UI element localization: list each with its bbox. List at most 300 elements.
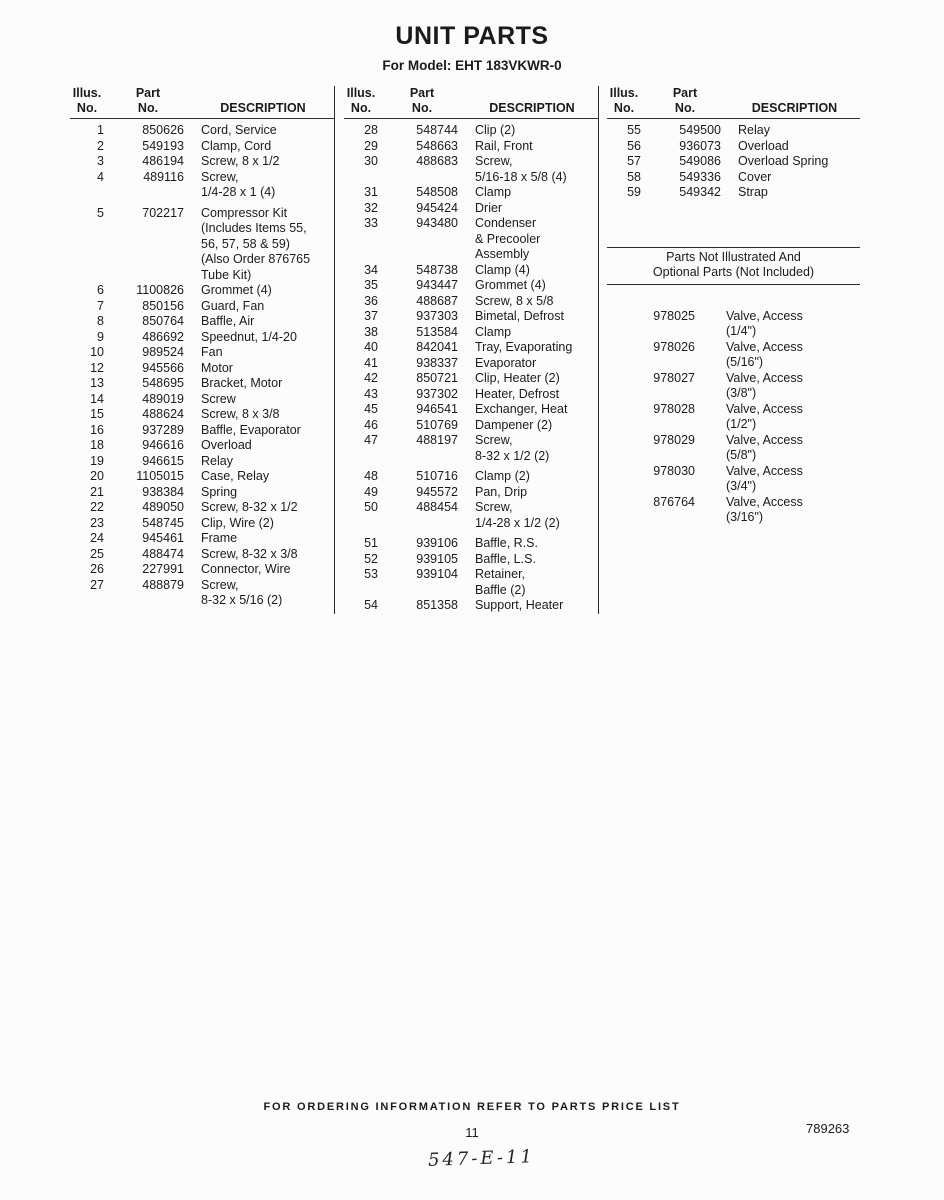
document-number: 789263 [806,1121,850,1136]
part-no-cell: 548744 [416,123,458,137]
description-cell [466,123,598,139]
description-line: Valve, Access [726,463,803,478]
part-no-cell: 488687 [416,293,458,308]
part-no-cell: 978026 [653,339,695,354]
description-line: Case, Relay [201,469,270,483]
description-line: Baffle, L.S. [475,551,536,566]
illus-no-cell: 36 [364,293,378,308]
description-line: Bracket, Motor [201,376,283,390]
part-no-cell: 850626 [142,123,184,137]
description-cell [466,469,598,485]
part-no-cell: 549500 [679,123,721,137]
description-cell [466,356,598,372]
description-cell [466,325,598,341]
illus-no-cell: 31 [364,185,378,199]
table-row [607,309,860,340]
part-no-cell: 946615 [142,453,184,468]
table-row [70,123,334,139]
illus-no-cell: 56 [627,138,641,153]
description-cell [466,309,598,325]
part-no-cell: 549336 [679,169,721,184]
description-cell [466,536,598,552]
table-row [344,340,598,356]
part-header-line1: Part [135,86,161,100]
part-no-cell: 488454 [416,500,458,514]
illus-no-cell: 54 [364,598,378,612]
description-cell [717,340,860,371]
parts-rows [607,119,860,201]
description-cell [192,361,334,377]
description-line: (3/8") [726,386,757,400]
part-no-cell: 548508 [416,185,458,199]
description-cell [466,216,598,263]
table-row [344,123,598,139]
part-no-cell: 978028 [653,401,695,416]
description-line: (3/4") [726,479,757,493]
description-line: Valve, Access [726,370,803,385]
part-no-cell: 945424 [416,200,458,215]
description-cell [192,345,334,361]
description-line: (5/8") [726,448,757,462]
page-number: 11 [465,1125,479,1140]
illus-no-cell: 32 [364,200,378,215]
table-row [70,423,334,439]
description-line: Grommet (4) [201,283,272,297]
table-row [70,170,334,201]
illus-no-cell: 59 [627,185,641,199]
illus-no-cell: 33 [364,216,378,230]
description-cell [466,418,598,434]
not-illustrated-heading-line1: Parts Not Illustrated And [666,249,801,264]
description-line: Valve, Access [726,401,803,416]
description-line: Baffle, Evaporator [201,422,301,437]
illus-no-cell: 24 [90,531,104,545]
column-header [607,86,860,119]
illus-no-cell: 9 [97,329,104,344]
illus-no-cell: 28 [364,123,378,137]
part-no-cell: 943480 [416,216,458,230]
table-row [70,299,334,315]
table-row [344,154,598,185]
description-cell [729,154,860,170]
table-row [344,325,598,341]
optional-parts-rows [607,309,860,526]
part-no-cell: 938384 [142,484,184,499]
description-cell [192,330,334,346]
illus-no-cell: 41 [364,355,378,370]
illus-no-cell: 25 [90,546,104,561]
table-row [70,500,334,516]
table-row [70,392,334,408]
table-row [607,154,860,170]
description-cell [192,438,334,454]
illus-header-line1: Illus. [609,86,639,100]
description-line: Valve, Access [726,432,803,447]
description-line: Screw, 8-32 x 1/2 [201,500,298,514]
illus-no-cell: 10 [90,345,104,359]
part-no-cell: 946541 [416,402,458,416]
description-line: Overload [738,138,789,153]
part-no-cell: 1105015 [136,469,184,483]
table-row [607,170,860,186]
part-no-cell: 548738 [416,262,458,277]
description-line: Screw, 8 x 5/8 [475,293,554,308]
table-row [344,139,598,155]
part-no-cell: 945461 [142,531,184,545]
table-row [70,314,334,330]
part-no-cell: 978029 [653,432,695,447]
description-cell [729,170,860,186]
illus-no-cell: 30 [364,154,378,168]
description-cell [192,485,334,501]
description-line: Dampener (2) [475,417,553,432]
description-cell [192,299,334,315]
description-line: Screw, [201,577,239,592]
description-cell [192,314,334,330]
handwritten-note: 547-E-11 [427,1146,536,1171]
part-no-cell: 486194 [142,154,184,168]
description-cell [192,206,334,284]
description-line: Overload Spring [738,154,829,168]
part-no-cell: 936073 [679,138,721,153]
part-no-cell: 850721 [416,371,458,385]
part-no-cell: 489050 [142,500,184,514]
part-no-cell: 549342 [679,185,721,199]
illus-no-cell: 5 [97,205,104,220]
description-cell [466,500,598,531]
description-line: Pan, Drip [475,484,528,499]
description-line: Exchanger, Heat [475,402,568,416]
illus-no-cell: 14 [90,391,104,406]
table-row [70,531,334,547]
parts-column-2 [334,86,598,614]
description-line: Screw, [475,154,513,168]
table-row [344,485,598,501]
illus-no-cell: 6 [97,283,104,297]
table-row [70,485,334,501]
illus-header-line2: No. [613,101,635,115]
table-row [70,330,334,346]
part-header-line2: No. [137,101,159,115]
description-cell [466,567,598,598]
description-line: Cord, Service [201,123,277,137]
illus-no-cell: 27 [90,577,104,592]
illus-no-cell: 45 [364,402,378,416]
description-line: Spring [201,484,238,499]
illus-no-cell: 43 [364,386,378,401]
description-cell [192,407,334,423]
table-row [70,139,334,155]
illus-no-cell: 8 [97,314,104,328]
description-cell [192,578,334,609]
illus-no-cell: 2 [97,138,104,153]
illus-no-cell: 26 [90,562,104,576]
table-row [344,201,598,217]
part-no-cell: 489019 [142,391,184,406]
description-line: Baffle, Air [201,314,255,328]
table-row [344,356,598,372]
description-line: Clamp (2) [475,469,530,483]
description-line: Cover [738,169,772,184]
part-no-cell: 488683 [416,154,458,168]
description-line: Evaporator [475,355,537,370]
part-no-cell: 850764 [142,314,184,328]
description-line: Screw [201,391,236,406]
description-line: Guard, Fan [201,298,265,313]
description-cell [466,154,598,185]
illus-no-cell: 29 [364,138,378,153]
table-row [70,206,334,284]
part-no-cell: 488474 [142,546,184,561]
table-row [607,185,860,201]
part-no-cell: 937289 [142,422,184,437]
table-row [607,123,860,139]
table-row [70,407,334,423]
description-cell [192,139,334,155]
description-header: DESCRIPTION [489,101,575,115]
description-line: Clip (2) [475,123,516,137]
description-cell [717,433,860,464]
part-no-cell: 937303 [416,309,458,323]
description-cell [717,371,860,402]
illus-no-cell: 49 [364,484,378,499]
description-line: Valve, Access [726,494,803,509]
table-row [344,567,598,598]
description-cell [466,433,598,464]
table-row [70,345,334,361]
part-no-cell: 946616 [142,438,184,452]
description-cell [466,485,598,501]
description-cell [192,469,334,485]
table-row [344,371,598,387]
description-cell [466,340,598,356]
illus-no-cell: 58 [627,169,641,184]
description-line: Heater, Defrost [475,386,560,401]
part-no-cell: 488624 [142,407,184,421]
description-line: Frame [201,531,238,545]
description-cell [466,402,598,418]
description-line: 1/4-28 x 1 (4) [201,185,276,199]
illus-no-cell: 4 [97,169,104,184]
table-row [607,402,860,433]
description-line: Clip, Wire (2) [201,515,274,530]
parts-table [70,86,865,614]
description-line: Screw, [201,169,239,184]
description-cell [466,552,598,568]
description-header: DESCRIPTION [220,101,306,115]
description-line: Tube Kit) [201,267,252,282]
illus-no-header [70,86,104,116]
description-header: DESCRIPTION [751,101,838,115]
description-cell [466,201,598,217]
description-line: Screw, 8-32 x 3/8 [201,546,298,561]
illus-no-header [344,86,378,116]
ordering-note: FOR ORDERING INFORMATION REFER TO PARTS PRICE LIST [263,1101,681,1113]
column-header [70,86,334,119]
page-title: UNIT PARTS [395,22,549,50]
description-line: Motor [201,360,233,375]
description-line: Fan [201,345,223,359]
table-row [70,454,334,470]
table-row [70,438,334,454]
description-cell [717,309,860,340]
table-row [70,469,334,485]
part-no-cell: 989524 [142,345,184,359]
illus-no-cell: 15 [90,407,104,421]
illus-no-cell: 53 [364,567,378,581]
part-no-cell: 549086 [679,154,721,168]
description-line: Clamp, Cord [201,138,272,153]
illus-no-cell: 40 [364,340,378,354]
illus-no-cell: 13 [90,376,104,390]
description-line: Clamp [475,185,512,199]
table-row [70,154,334,170]
illus-no-cell: 34 [364,262,378,277]
table-row [344,263,598,279]
table-row [344,552,598,568]
table-row [344,500,598,531]
part-no-cell: 851358 [416,598,458,612]
table-row [607,340,860,371]
part-no-cell: 876764 [653,494,695,509]
part-no-cell: 488879 [142,577,184,592]
description-line: Support, Heater [475,598,564,612]
description-cell [192,547,334,563]
description-line: Compressor Kit [201,205,288,220]
part-header-line1: Part [672,86,698,100]
illus-no-cell: 7 [97,298,104,313]
part-no-cell: 850156 [142,298,184,313]
part-no-cell: 486692 [142,329,184,344]
description-cell [192,170,334,201]
column-header [344,86,598,119]
table-row [344,402,598,418]
description-cell [192,454,334,470]
parts-rows [70,119,334,609]
table-row [344,433,598,464]
illus-no-cell: 19 [90,453,104,468]
description-cell [717,495,860,526]
model-subtitle: For Model: EHT 183VKWR-0 [382,58,562,73]
part-no-cell: 945566 [142,360,184,375]
part-no-cell: 842041 [416,340,458,354]
table-row [70,283,334,299]
table-row [344,278,598,294]
description-line: 56, 57, 58 & 59) [201,236,290,251]
description-cell [466,387,598,403]
description-line: Valve, Access [726,339,803,354]
description-cell [466,263,598,279]
part-no-cell: 939105 [416,551,458,566]
illus-no-cell: 18 [90,438,104,452]
part-no-cell: 548695 [142,376,184,390]
part-no-cell: 978025 [653,308,695,323]
description-line: Connector, Wire [201,562,291,576]
illus-header-line2: No. [350,101,372,115]
description-line: Baffle (2) [475,582,526,597]
illus-no-cell: 46 [364,417,378,432]
part-no-cell: 548663 [416,138,458,153]
description-line: Retainer, [475,567,526,581]
part-header-line1: Part [409,86,435,100]
table-row [344,185,598,201]
description-line: Clip, Heater (2) [475,371,560,385]
illus-no-cell: 20 [90,469,104,483]
table-row [70,376,334,392]
description-cell [192,392,334,408]
not-illustrated-section [607,247,860,526]
description-cell [729,185,860,201]
table-row [344,387,598,403]
illus-header-line1: Illus. [346,86,376,100]
illus-header-line2: No. [76,101,98,115]
illus-no-cell: 57 [627,154,641,168]
description-cell [192,562,334,578]
description-line: Clamp [475,324,512,339]
part-no-cell: 1100826 [136,283,184,297]
description-line: 5/16-18 x 5/8 (4) [475,169,567,184]
illus-no-cell: 3 [97,154,104,168]
description-line: 8-32 x 5/16 (2) [201,593,283,607]
table-row [344,598,598,614]
part-no-header [386,86,458,116]
description-line: (5/16") [726,355,764,369]
part-no-cell: 945572 [416,484,458,499]
description-cell [192,423,334,439]
description-cell [466,278,598,294]
description-line: Relay [201,453,233,468]
part-no-cell: 513584 [416,324,458,339]
part-no-cell: 943447 [416,278,458,292]
illus-no-cell: 55 [627,123,641,137]
illus-no-cell: 52 [364,551,378,566]
table-row [344,309,598,325]
description-line: Screw, 8 x 3/8 [201,407,280,421]
illus-no-cell: 37 [364,309,378,323]
table-row [607,371,860,402]
description-line: Rail, Front [475,138,533,153]
description-line: Assembly [475,247,530,261]
part-no-cell: 938337 [416,355,458,370]
part-no-cell: 548745 [142,515,184,530]
illus-no-cell: 12 [90,360,104,375]
description-line: Clamp (4) [475,262,530,277]
part-no-cell: 510716 [416,469,458,483]
description-cell [729,123,860,139]
description-line: (Also Order 876765 [201,252,311,266]
description-line: 1/4-28 x 1/2 (2) [475,515,560,530]
description-cell [192,531,334,547]
table-row [70,516,334,532]
table-row [344,418,598,434]
table-row [344,216,598,263]
parts-rows [344,119,598,614]
description-line: Grommet (4) [475,278,546,292]
table-row [607,464,860,495]
illus-no-cell: 16 [90,422,104,437]
table-row [344,294,598,310]
description-cell [466,185,598,201]
table-row [70,361,334,377]
description-cell [466,598,598,614]
part-no-cell: 978027 [653,370,695,385]
table-row [70,562,334,578]
description-line: Strap [738,185,768,199]
description-cell [192,376,334,392]
parts-column-3 [598,86,860,614]
description-cell [466,139,598,155]
table-row [607,139,860,155]
